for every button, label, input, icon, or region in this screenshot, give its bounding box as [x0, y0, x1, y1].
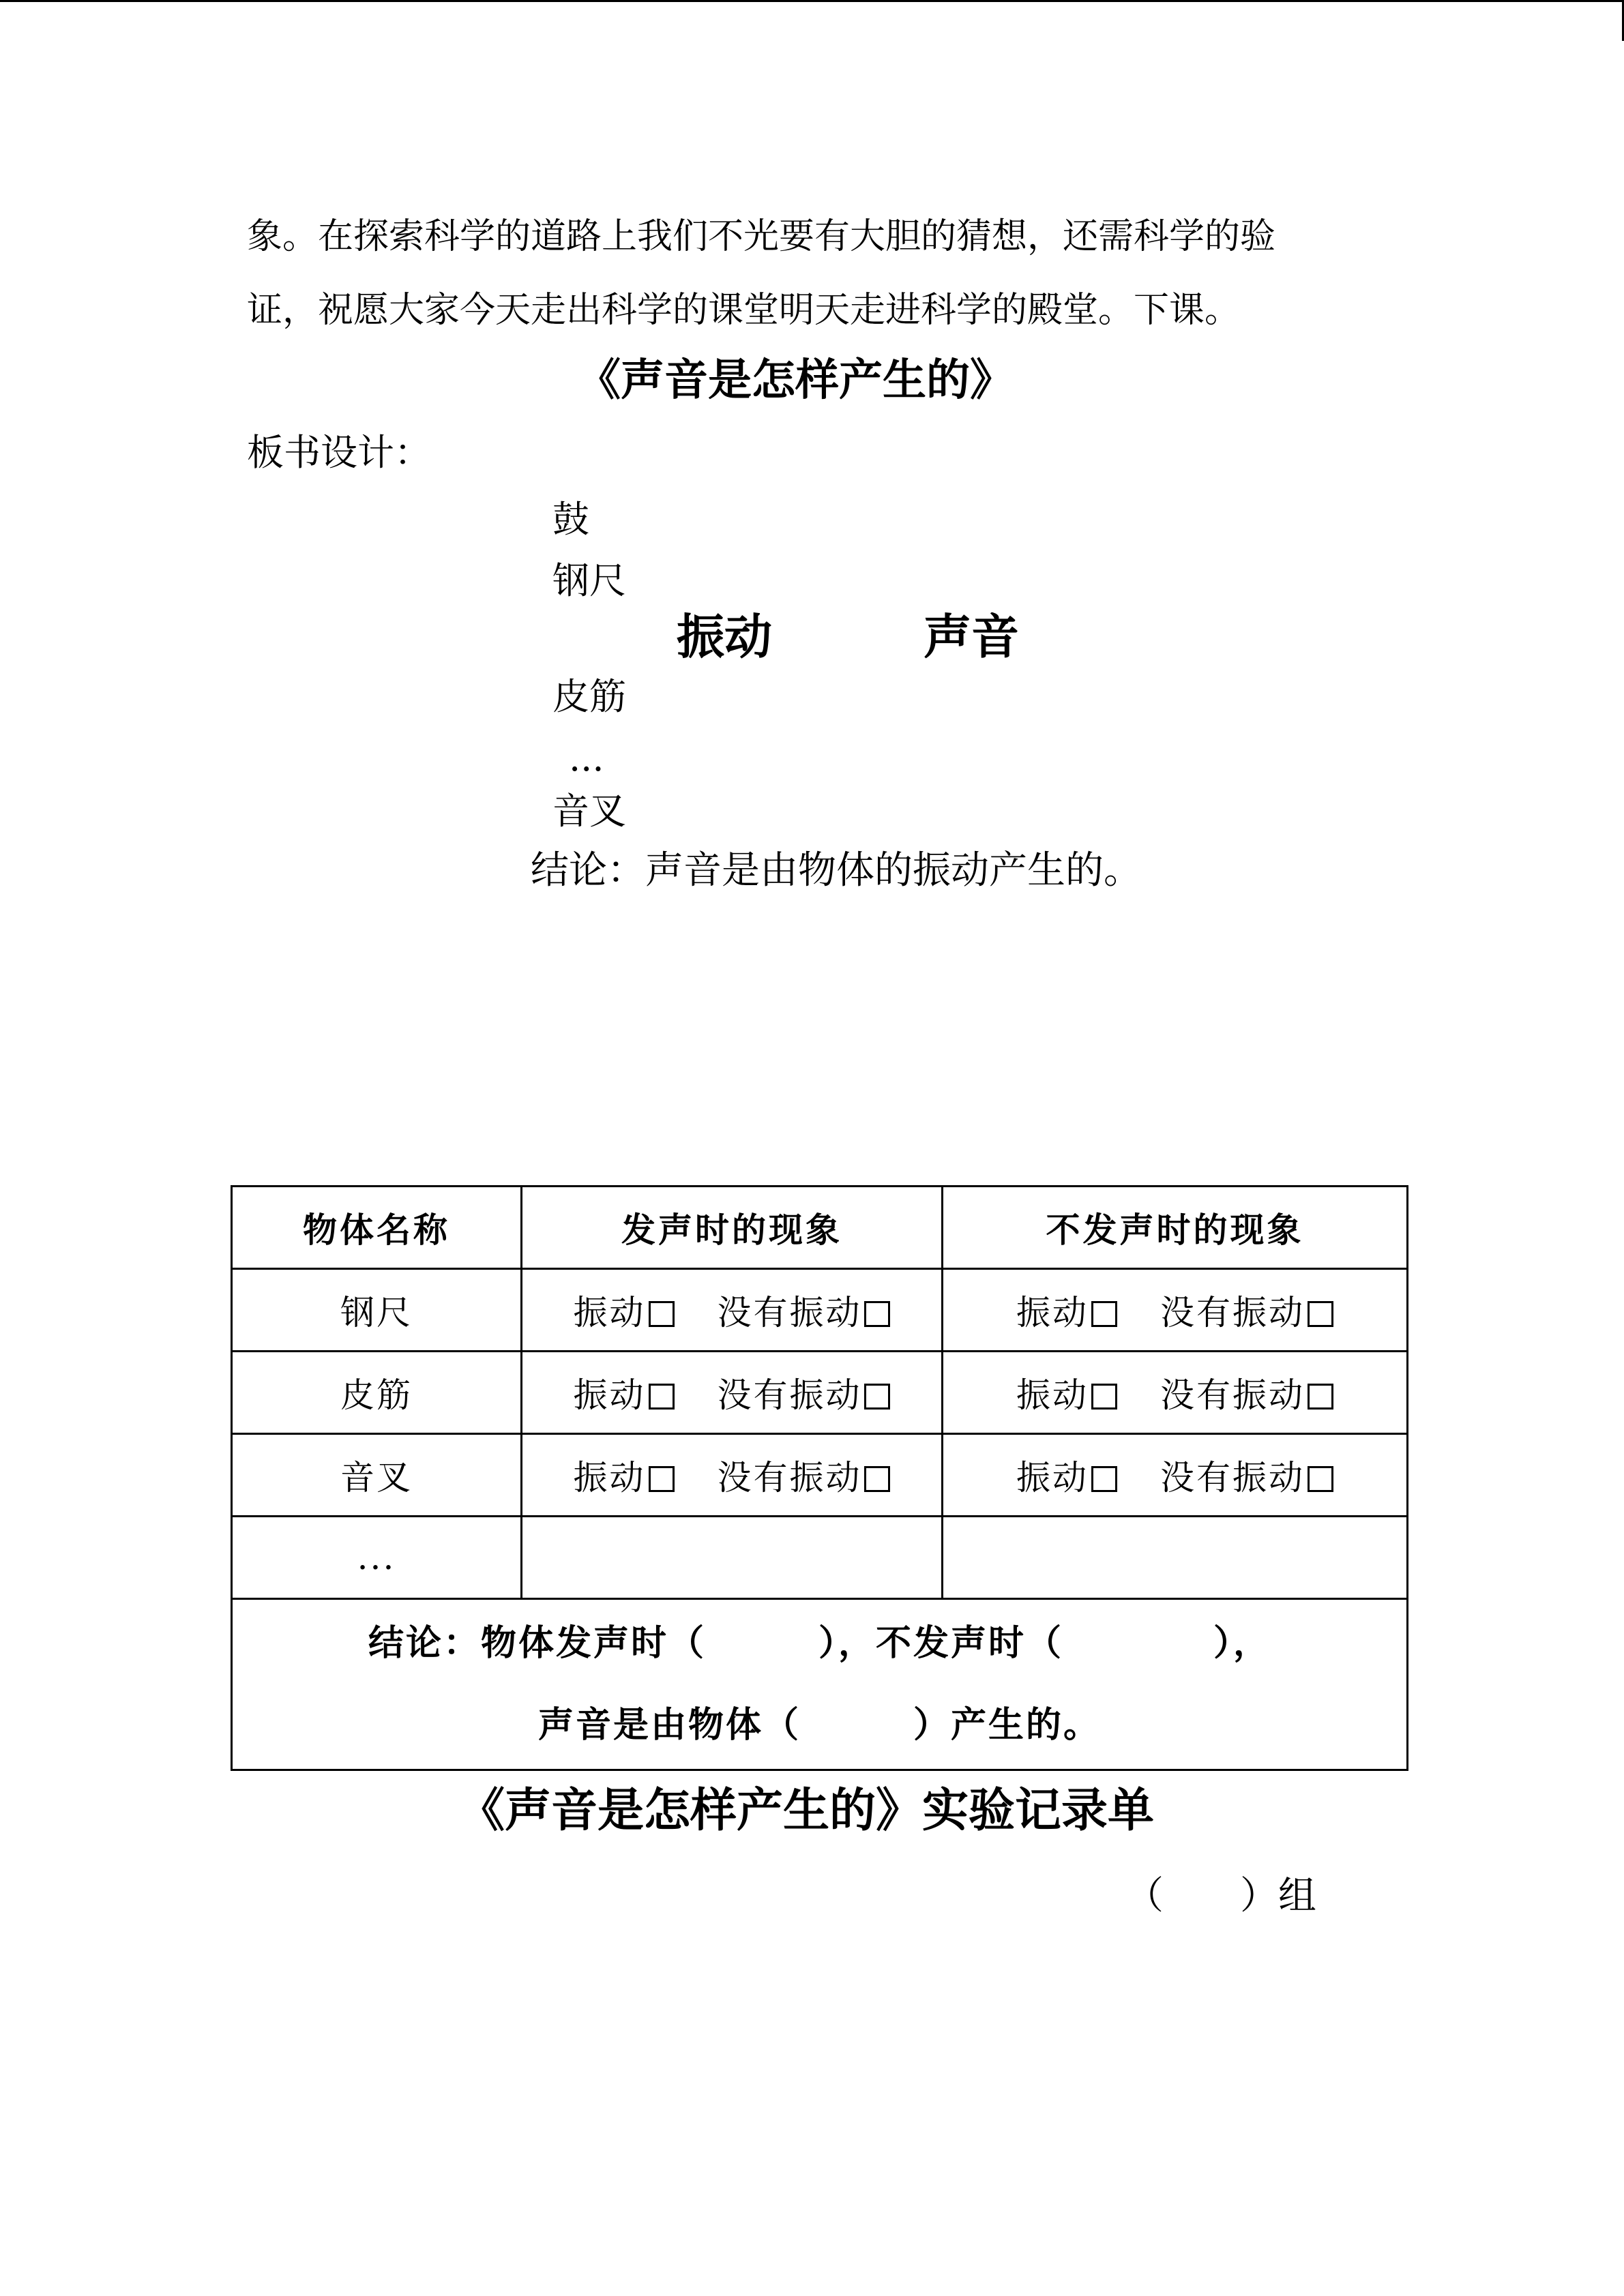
sounding-options	[522, 1269, 943, 1352]
record-table	[231, 1185, 1408, 1771]
row-object-name: 音叉	[232, 1434, 522, 1517]
header-sounding: 发声时的现象	[522, 1187, 943, 1269]
board-item-rubber-band: 皮筋	[552, 675, 626, 718]
empty-cell	[522, 1517, 943, 1599]
no-vibrate-checkbox[interactable]	[1308, 1301, 1333, 1327]
board-result-word: 声音	[924, 609, 1019, 665]
not-sounding-options	[943, 1434, 1408, 1517]
vibrate-checkbox[interactable]	[1091, 1301, 1117, 1327]
sounding-options	[522, 1434, 943, 1517]
option-no-vibrate-label: 没有振动	[1160, 1458, 1305, 1497]
page-top-border	[0, 0, 1624, 2]
board-item-ruler: 钢尺	[552, 559, 626, 602]
sounding-options	[522, 1352, 943, 1434]
table-row	[232, 1434, 1408, 1517]
option-no-vibrate-label: 没有振动	[717, 1458, 862, 1497]
record-sheet-title: 《声音是怎样产生的》实验记录单	[458, 1784, 1155, 1838]
row-object-name: 皮筋	[232, 1352, 522, 1434]
option-vibrate-label: 振动	[573, 1375, 646, 1415]
table-conclusion-line-2: 声音是由物体（ ）产生的。	[537, 1704, 1101, 1746]
paragraph-line-1: 象。在探索科学的道路上我们不光要有大胆的猜想，还需科学的验	[247, 216, 1276, 257]
option-no-vibrate-label: 没有振动	[1160, 1293, 1305, 1332]
group-label: （ ）组	[1125, 1874, 1316, 1918]
row-object-name: 钢尺	[232, 1269, 522, 1352]
board-item-drum: 鼓	[552, 498, 589, 541]
option-vibrate-label: 振动	[1016, 1458, 1089, 1497]
empty-cell	[943, 1517, 1408, 1599]
no-vibrate-checkbox[interactable]	[1308, 1384, 1333, 1410]
header-not-sounding: 不发声时的现象	[943, 1187, 1408, 1269]
board-item-tuning-fork: 音叉	[552, 790, 626, 833]
not-sounding-options	[943, 1352, 1408, 1434]
option-no-vibrate-label: 没有振动	[1160, 1375, 1305, 1415]
option-vibrate-label: 振动	[1016, 1375, 1089, 1415]
no-vibrate-checkbox[interactable]	[864, 1301, 890, 1327]
option-no-vibrate-label: 没有振动	[717, 1293, 862, 1332]
board-conclusion: 结论：声音是由物体的振动产生的。	[531, 848, 1142, 893]
no-vibrate-checkbox[interactable]	[1308, 1466, 1333, 1492]
table-row	[232, 1269, 1408, 1352]
no-vibrate-checkbox[interactable]	[864, 1466, 890, 1492]
not-sounding-options	[943, 1269, 1408, 1352]
vibrate-checkbox[interactable]	[649, 1466, 675, 1492]
table-conclusion-row	[232, 1599, 1408, 1770]
option-vibrate-label: 振动	[1016, 1293, 1089, 1332]
table-conclusion	[232, 1599, 1408, 1770]
vibrate-checkbox[interactable]	[649, 1384, 675, 1410]
option-no-vibrate-label: 没有振动	[717, 1375, 862, 1415]
row-object-name: ...	[232, 1517, 522, 1599]
paragraph-line-2: 证，祝愿大家今天走出科学的课堂明天走进科学的殿堂。下课。	[247, 290, 1241, 331]
vibrate-checkbox[interactable]	[1091, 1384, 1117, 1410]
board-design-label: 板书设计：	[247, 431, 431, 474]
table-row	[232, 1352, 1408, 1434]
vibrate-checkbox[interactable]	[1091, 1466, 1117, 1492]
vibrate-checkbox[interactable]	[649, 1301, 675, 1327]
table-row	[232, 1517, 1408, 1599]
table-header-row	[232, 1187, 1408, 1269]
header-object-name: 物体名称	[232, 1187, 522, 1269]
board-item-ellipsis: ...	[569, 736, 604, 779]
no-vibrate-checkbox[interactable]	[864, 1384, 890, 1410]
board-center-word: 振动	[677, 609, 772, 665]
option-vibrate-label: 振动	[573, 1293, 646, 1332]
option-vibrate-label: 振动	[573, 1458, 646, 1497]
table-conclusion-line-1: 结论：物体发声时（ ），不发声时（ ），	[368, 1622, 1271, 1664]
lesson-title: 《声音是怎样产生的》	[577, 355, 1014, 406]
